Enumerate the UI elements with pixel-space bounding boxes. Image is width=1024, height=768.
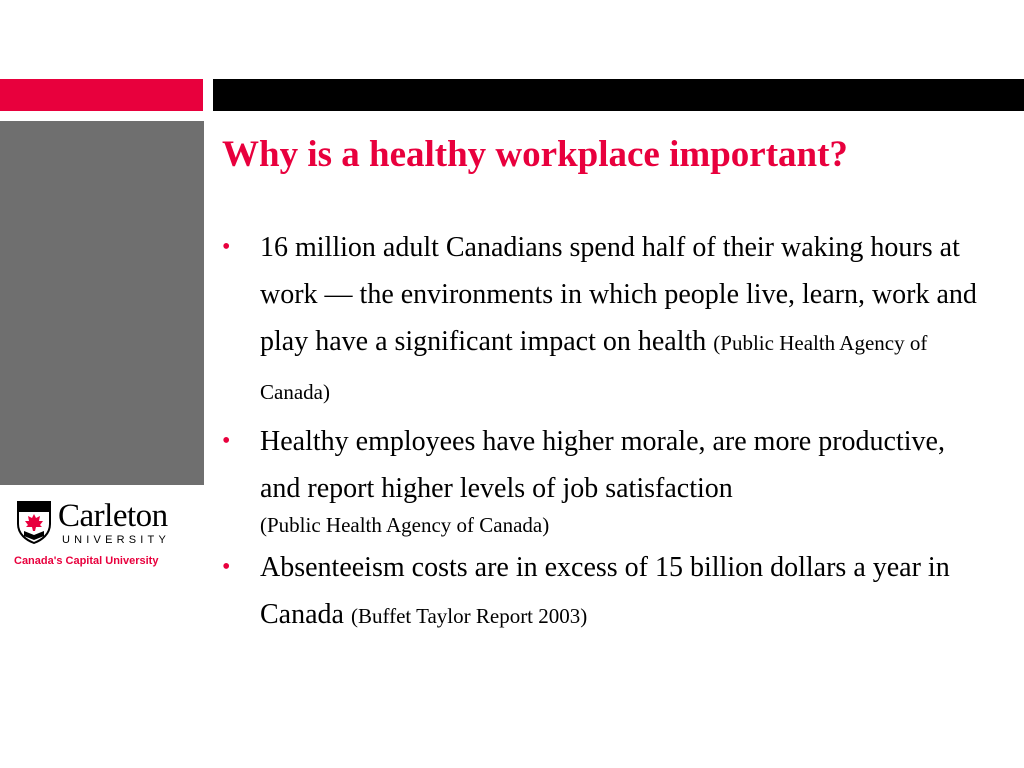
bullet-source: (Buffet Taylor Report 2003) — [350, 604, 588, 628]
bullet-item — [222, 224, 992, 416]
bullet-marker: • — [222, 428, 231, 454]
slide-title: Why is a healthy workplace important? — [222, 134, 848, 175]
bullet-source: (Public Health Agency of Canada) — [260, 513, 550, 537]
bullet-item — [222, 544, 992, 640]
carleton-logo — [14, 500, 194, 575]
bullet-source: (Public Health Agency of Canada) — [260, 331, 928, 404]
header-red-bar — [0, 79, 203, 111]
bullet-text: 16 million adult Canadians spend half of their waking hours at work — the environments in which people live, learn, work and play have a significant impact on health — [260, 232, 977, 357]
logo-tagline: Canada's Capital University — [14, 555, 159, 567]
logo-name: Carleton — [58, 498, 168, 534]
crest-icon — [16, 500, 52, 544]
bullet-text: Healthy employees have higher morale, are more productive, and report higher levels of job satisfaction — [260, 426, 945, 504]
bullet-item — [222, 418, 992, 542]
bullet-marker: • — [222, 234, 231, 260]
bullet-text: Absenteeism costs are in excess of 15 billion dollars a year in Canada — [260, 552, 950, 630]
logo-subtitle: UNIVERSITY — [62, 534, 171, 546]
bullet-list — [222, 224, 992, 642]
header-black-bar — [213, 79, 1024, 111]
side-gray-panel — [0, 121, 204, 485]
bullet-marker: • — [222, 554, 231, 580]
